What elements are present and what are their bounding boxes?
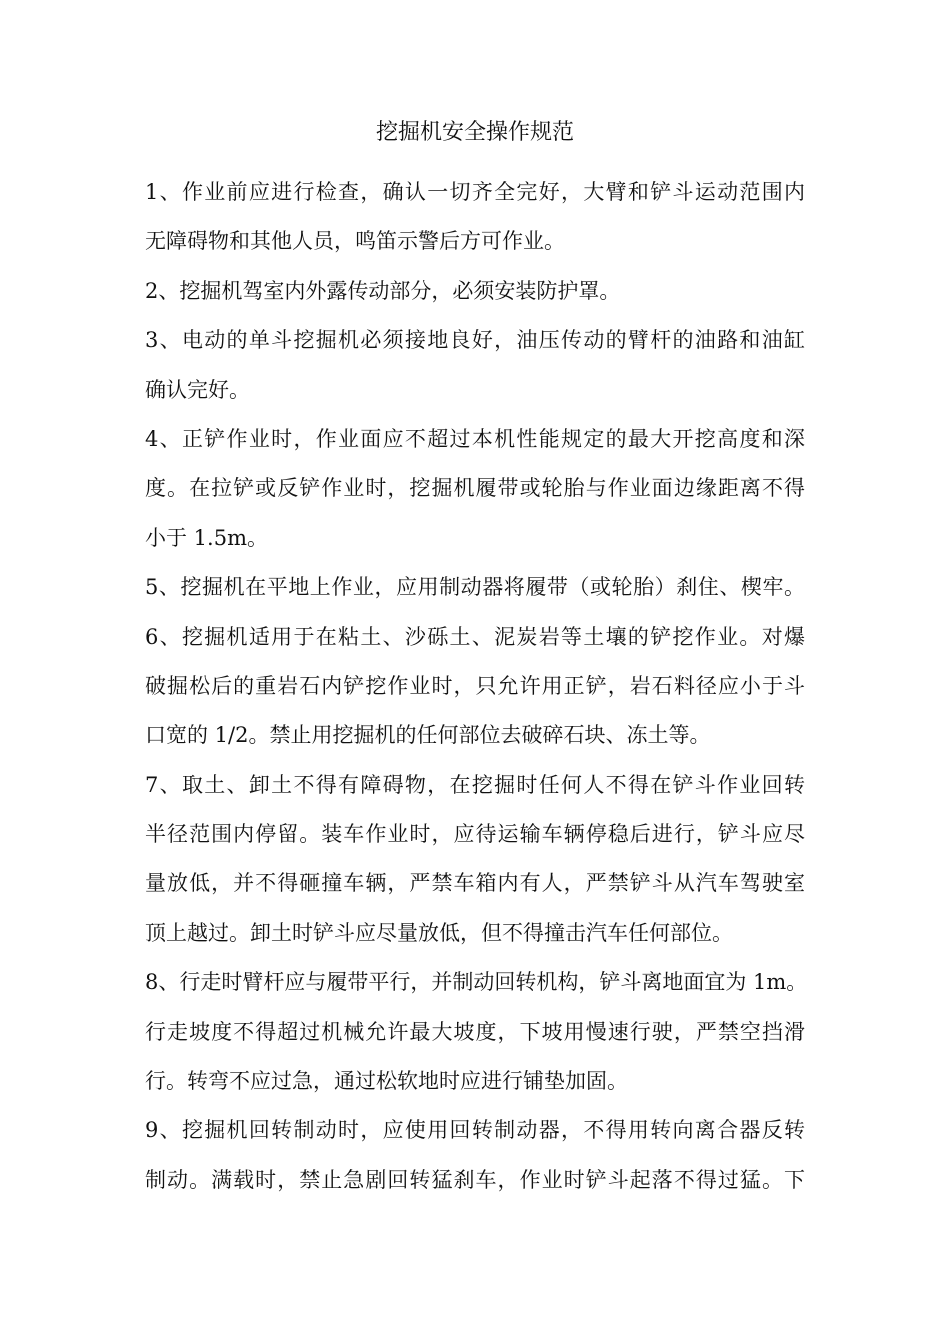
paragraph-line: 半径范围内停留。装车作业时，应待运输车辆停稳后进行，铲斗应尽 xyxy=(145,822,805,847)
document-title: 挖掘机安全操作规范 xyxy=(375,120,574,145)
paragraph-line: 7、取土、卸土不得有障碍物，在挖掘时任何人不得在铲斗作业回转 xyxy=(145,772,805,797)
paragraph-line: 3、电动的单斗挖掘机必须接地良好，油压传动的臂杆的油路和油缸 xyxy=(145,328,805,353)
paragraph-line: 顶上越过。卸土时铲斗应尽量放低，但不得撞击汽车任何部位。 xyxy=(145,920,733,945)
paragraph-line: 2、挖掘机驾室内外露传动部分，必须安装防护罩。 xyxy=(145,278,621,303)
paragraph-line: 小于 1.5m。 xyxy=(145,525,268,550)
paragraph-line: 无障碍物和其他人员，鸣笛示警后方可作业。 xyxy=(145,229,565,254)
document-body xyxy=(145,168,808,1205)
paragraph-line: 口宽的 1/2。禁止用挖掘机的任何部位去破碎石块、冻土等。 xyxy=(145,723,711,748)
paragraph-line: 行。转弯不应过急，通过松软地时应进行铺垫加固。 xyxy=(145,1069,628,1094)
paragraph-line: 确认完好。 xyxy=(145,377,250,402)
paragraph-line: 度。在拉铲或反铲作业时，挖掘机履带或轮胎与作业面边缘距离不得 xyxy=(145,476,805,501)
paragraph-line: 量放低，并不得砸撞车辆，严禁车箱内有人，严禁铲斗从汽车驾驶室 xyxy=(145,871,805,896)
paragraph-line: 9、挖掘机回转制动时，应使用回转制动器，不得用转向离合器反转 xyxy=(145,1118,805,1143)
paragraph-line: 6、挖掘机适用于在粘土、沙砾土、泥炭岩等土壤的铲挖作业。对爆 xyxy=(145,624,805,649)
paragraph-line: 行走坡度不得超过机械允许最大坡度，下坡用慢速行驶，严禁空挡滑 xyxy=(145,1019,805,1044)
paragraph-line: 5、挖掘机在平地上作业，应用制动器将履带（或轮胎）刹住、楔牢。 xyxy=(145,575,805,600)
paragraph-line: 破掘松后的重岩石内铲挖作业时，只允许用正铲，岩石料径应小于斗 xyxy=(145,673,805,698)
paragraph-line: 1、作业前应进行检查，确认一切齐全完好，大臂和铲斗运动范围内 xyxy=(145,180,805,204)
paragraph-line: 8、行走时臂杆应与履带平行，并制动回转机构，铲斗离地面宜为 1m。 xyxy=(145,970,808,995)
paragraph-line: 制动。满载时，禁止急剧回转猛刹车，作业时铲斗起落不得过猛。下 xyxy=(145,1167,805,1192)
paragraph-line: 4、正铲作业时，作业面应不超过本机性能规定的最大开挖高度和深 xyxy=(145,426,805,451)
